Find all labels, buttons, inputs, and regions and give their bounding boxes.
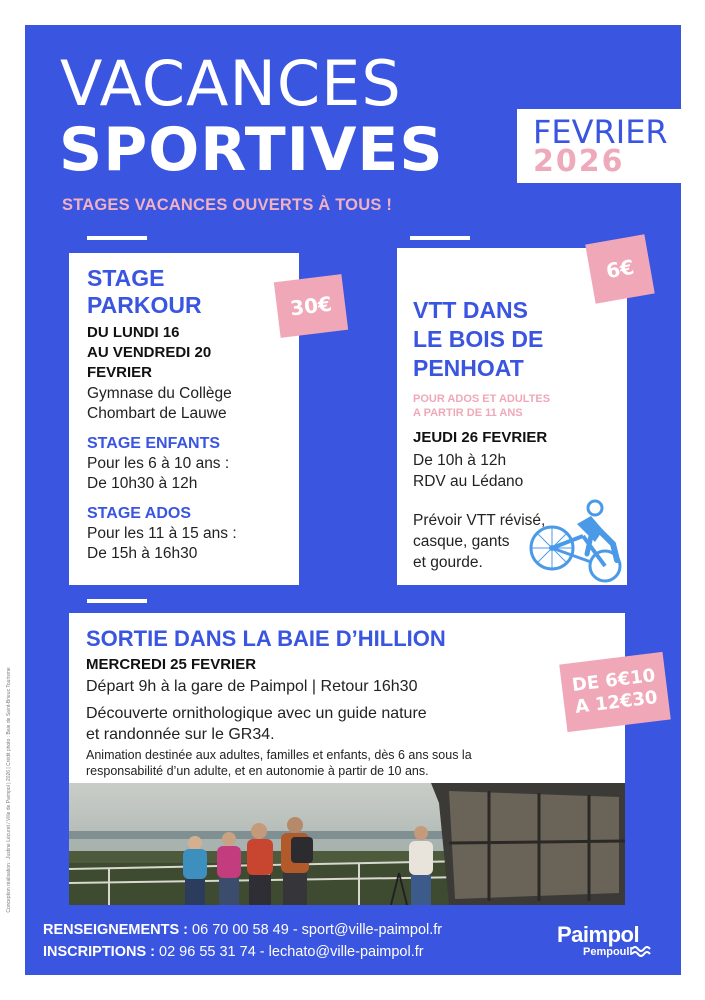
divider-parkour — [87, 236, 147, 240]
date-box — [517, 109, 681, 183]
sortie-schedule: Départ 9h à la gare de Paimpol | Retour 16h30 — [86, 678, 418, 695]
parkour-dates-line1: DU LUNDI 16 — [87, 324, 180, 341]
sortie-title: SORTIE DANS LA BAIE D’HILLION — [86, 626, 446, 651]
side-credit-text: Conception réalisation : Justine Lécuret / Ville de Paimpol | 2026 | Crédit photo : Baie de Saint-Brieuc Tourisme — [6, 667, 12, 913]
parkour-price-badge — [274, 274, 348, 338]
parkour-kids-line1: Pour les 6 à 10 ans : — [87, 455, 230, 472]
divider-sortie — [87, 599, 147, 603]
parkour-dates-line2: AU VENDREDI 20 — [87, 344, 212, 361]
card-sortie — [69, 613, 625, 783]
wave-icon — [631, 945, 653, 957]
parkour-title-line2: PARKOUR — [87, 292, 202, 318]
vtt-price-badge — [585, 234, 655, 304]
logo-sub: Pempoull — [583, 946, 633, 958]
vtt-title-line3: PENHOAT — [413, 355, 524, 381]
title-sportives: SPORTIVES — [59, 115, 444, 185]
vtt-title-line2: LE BOIS DE — [413, 326, 544, 352]
bay-photo — [69, 783, 625, 905]
month-label: FEVRIER — [533, 113, 668, 151]
parkour-kids-title: STAGE ENFANTS — [87, 435, 221, 452]
vtt-time: De 10h à 12h — [413, 452, 507, 469]
logo-name: Paimpol — [557, 922, 640, 947]
sortie-price-line2: A 12€30 — [573, 686, 659, 718]
sortie-note-line2: responsabilité d’un adulte, et en autonomie à partir de 10 ans. — [86, 764, 429, 778]
parkour-dates-line3: FEVRIER — [87, 364, 153, 381]
parkour-price: 30€ — [288, 291, 334, 321]
vtt-audience-line1: POUR ADOS ET ADULTES — [413, 393, 551, 405]
footer-signup-label: INSCRIPTIONS : — [43, 944, 155, 960]
sortie-price-badge — [559, 652, 671, 732]
vtt-gear-line2: casque, gants — [413, 533, 510, 550]
sortie-note-line1: Animation destinée aux adultes, familles et enfants, dès 6 ans sous la — [86, 748, 472, 762]
sortie-price-line1: DE 6€10 — [570, 665, 657, 697]
sortie-desc-line2: et randonnée sur le GR34. — [86, 726, 275, 743]
parkour-place-line2: Chombart de Lauwe — [87, 405, 227, 422]
vtt-gear-line1: Prévoir VTT révisé, — [413, 512, 546, 529]
footer-signup-value[interactable]: 02 96 55 31 74 - lechato@ville-paimpol.fr — [154, 944, 424, 960]
paimpol-logo — [557, 923, 657, 967]
card-vtt — [397, 248, 627, 585]
mountain-biker-icon — [525, 496, 627, 585]
vtt-price: 6€ — [604, 254, 636, 284]
sortie-desc-line1: Découverte ornithologique avec un guide nature — [86, 705, 427, 722]
footer-info-label: RENSEIGNEMENTS : — [43, 922, 189, 938]
parkour-place-line1: Gymnase du Collège — [87, 385, 232, 402]
card-parkour — [69, 253, 299, 585]
vtt-meeting: RDV au Lédano — [413, 473, 524, 490]
footer-signup — [43, 944, 424, 960]
parkour-teens-line2: De 15h à 16h30 — [87, 545, 198, 562]
year-label: 2026 — [533, 144, 625, 179]
parkour-teens-title: STAGE ADOS — [87, 505, 192, 522]
vtt-gear-line3: et gourde. — [413, 554, 483, 571]
vtt-date: JEUDI 26 FEVRIER — [413, 429, 548, 446]
poster — [25, 25, 681, 975]
title-vacances: VACANCES — [60, 47, 402, 120]
footer-info — [43, 922, 442, 938]
divider-vtt — [410, 236, 470, 240]
vtt-title-line1: VTT DANS — [413, 297, 528, 323]
footer-info-value[interactable]: 06 70 00 58 49 - sport@ville-paimpol.fr — [188, 922, 443, 938]
sortie-date: MERCREDI 25 FEVRIER — [86, 656, 257, 673]
parkour-title-line1: STAGE — [87, 265, 165, 291]
parkour-kids-line2: De 10h30 à 12h — [87, 475, 198, 492]
vtt-audience-line2: A PARTIR DE 11 ANS — [413, 407, 523, 419]
side-credit — [2, 620, 16, 960]
subtitle: STAGES VACANCES OUVERTS À TOUS ! — [62, 196, 393, 214]
parkour-teens-line1: Pour les 11 à 15 ans : — [87, 525, 237, 542]
